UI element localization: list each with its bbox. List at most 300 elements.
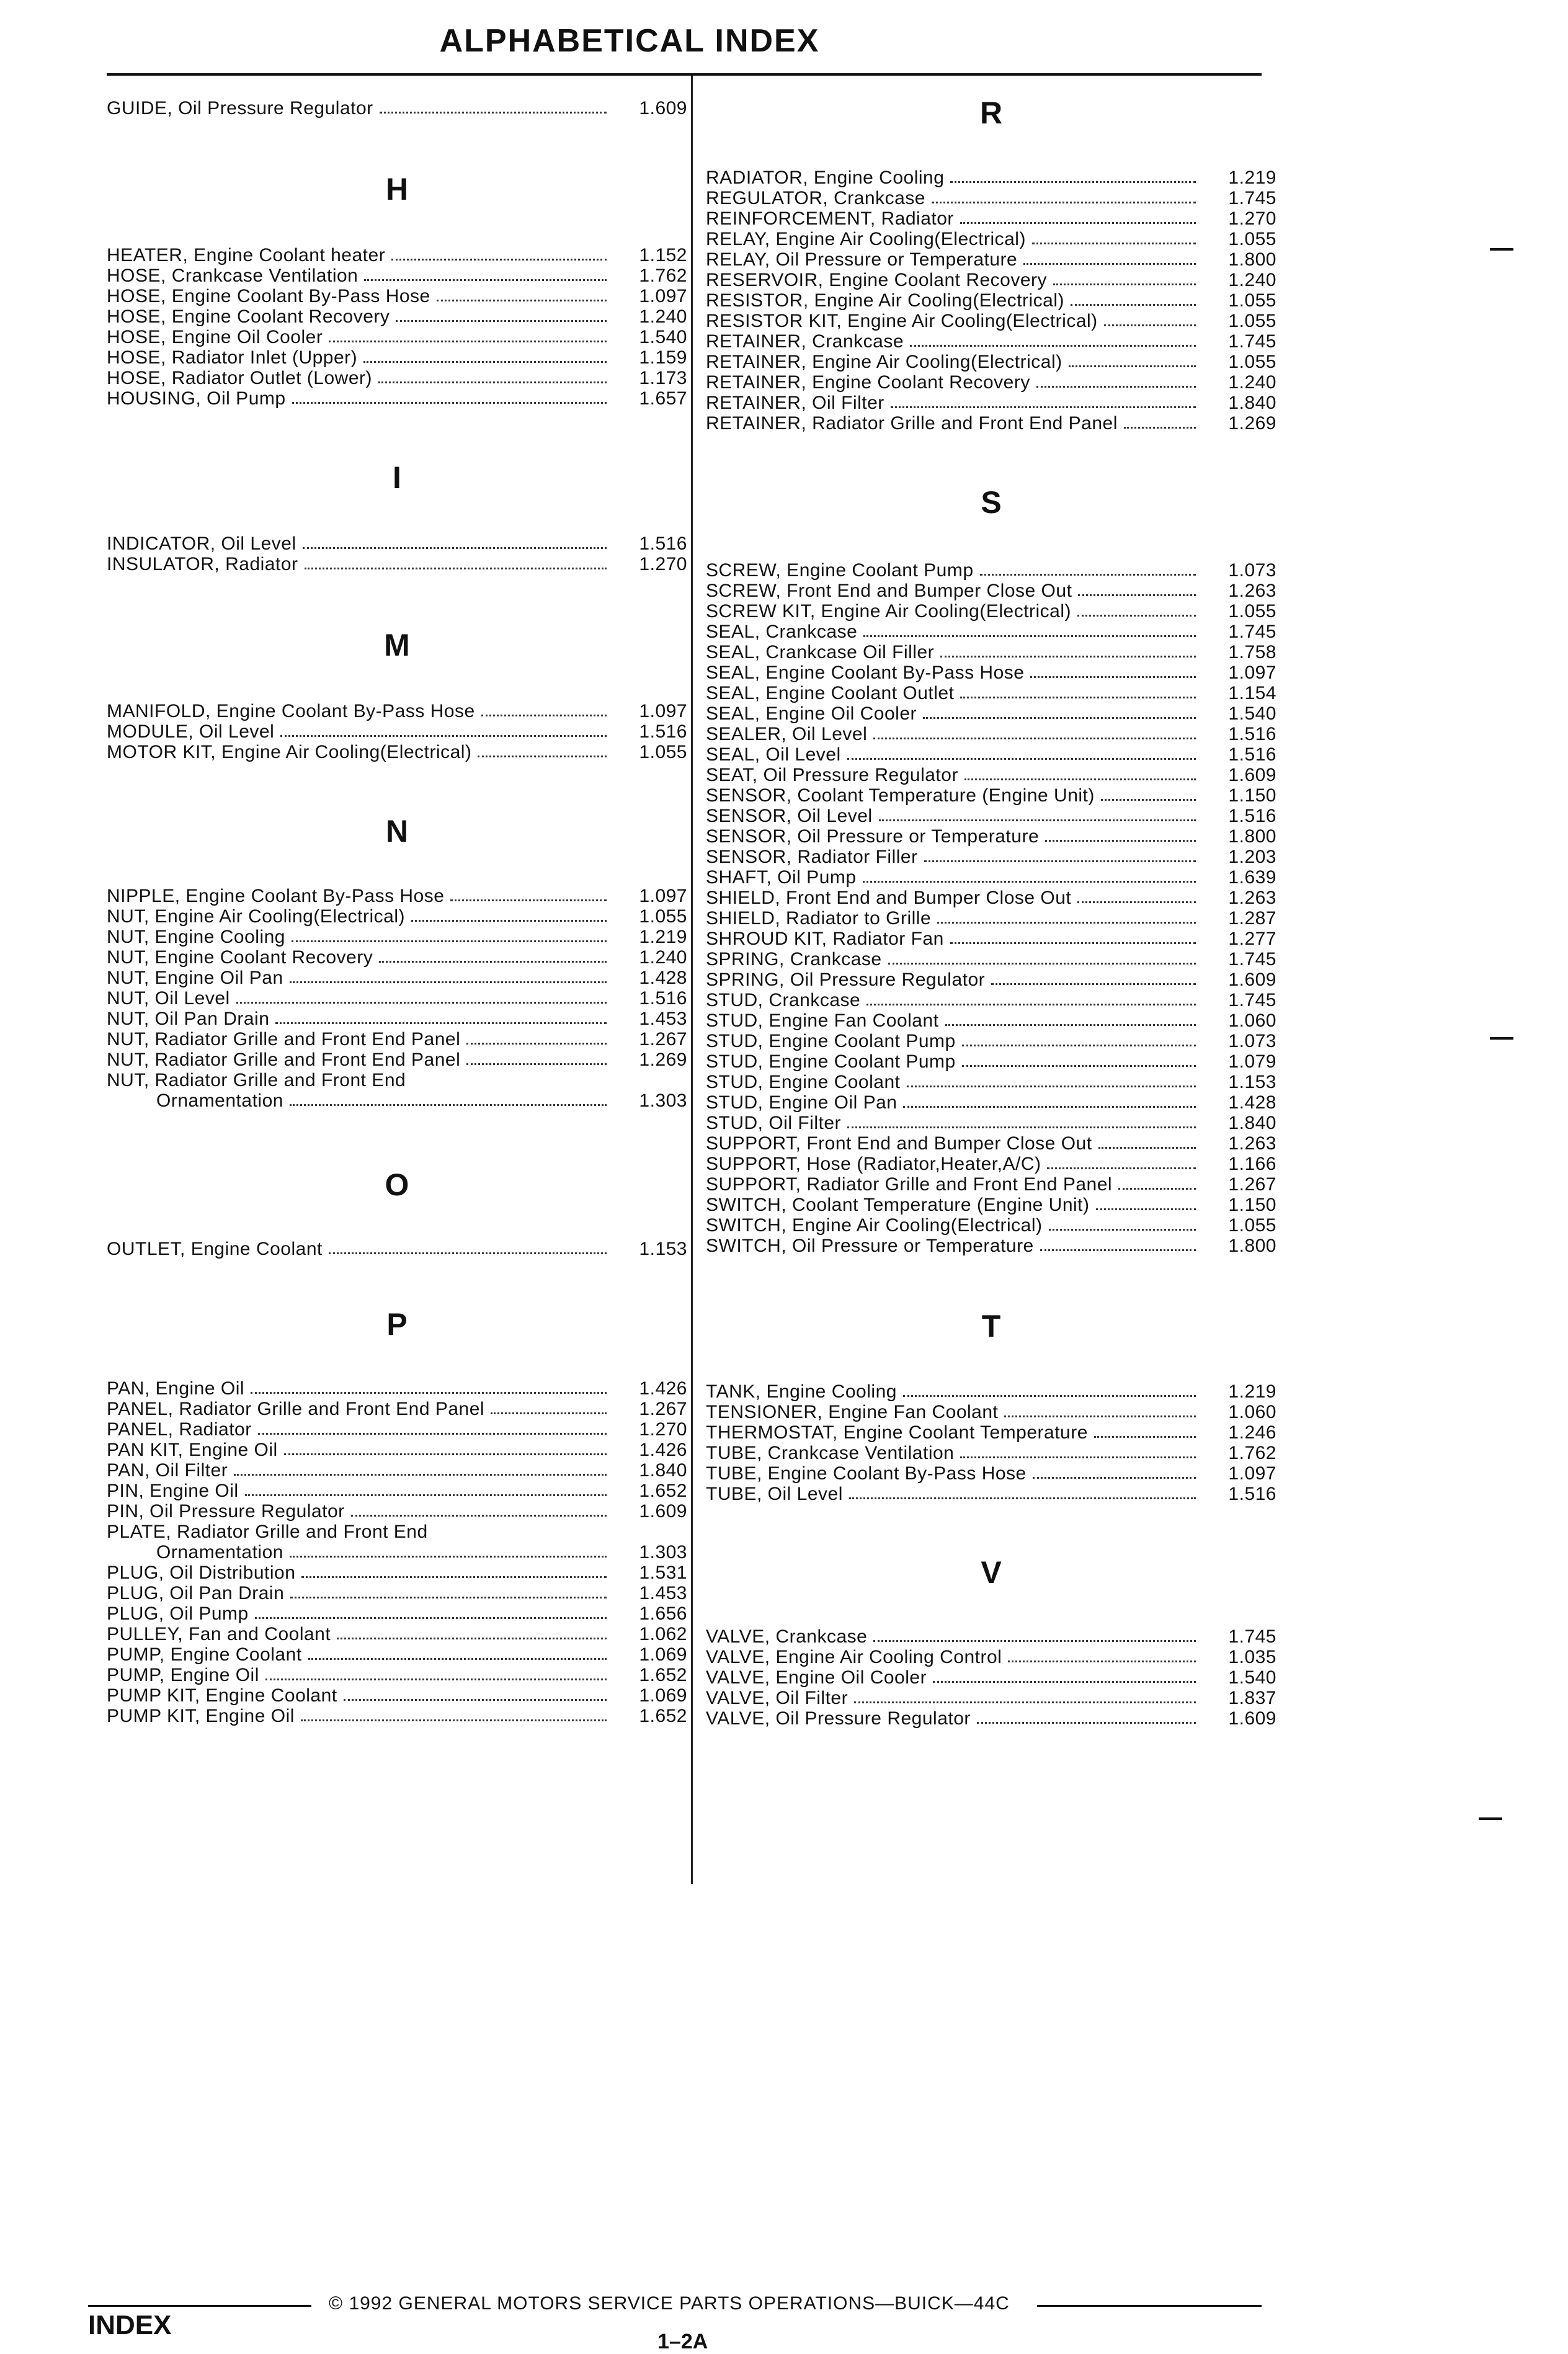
dot-leader [305, 568, 607, 569]
dot-leader [363, 361, 607, 363]
dot-leader [478, 756, 607, 757]
entry-name: RESISTOR, Engine Air Cooling(Electrical) [706, 290, 1064, 311]
entry-name: SUPPORT, Radiator Grille and Front End Panel [706, 1174, 1113, 1195]
dot-leader [847, 758, 1196, 760]
entry-name: STUD, Engine Coolant Pump [706, 1031, 956, 1051]
index-entry [706, 560, 1276, 581]
index-entry [706, 372, 1276, 393]
entry-name: PANEL, Radiator Grille and Front End Panel [107, 1399, 485, 1419]
dot-leader [1008, 1661, 1196, 1662]
index-entry [107, 1624, 687, 1644]
dot-leader [450, 899, 607, 901]
dot-leader [234, 1474, 607, 1476]
entry-name: RADIATOR, Engine Cooling [706, 167, 945, 188]
entry-page-number: 1.745 [1228, 622, 1276, 642]
index-entry [706, 249, 1276, 270]
index-entry [706, 581, 1276, 601]
entry-name: HOSE, Radiator Outlet (Lower) [107, 368, 372, 388]
entry-name: HOSE, Crankcase Ventilation [107, 265, 359, 286]
entry-name: PUMP KIT, Engine Coolant [107, 1685, 337, 1706]
index-entry [706, 970, 1276, 990]
index-entry [107, 1706, 687, 1726]
index-entry [107, 742, 687, 762]
dot-leader [1077, 615, 1196, 617]
entry-name: RETAINER, Engine Air Cooling(Electrical) [706, 352, 1062, 372]
dot-leader [873, 738, 1196, 739]
index-entry [706, 1133, 1276, 1154]
entry-name: VALVE, Crankcase [706, 1626, 868, 1647]
index-entry [706, 1010, 1276, 1031]
entry-name: PUMP KIT, Engine Oil [107, 1706, 295, 1726]
dot-leader [854, 1701, 1196, 1703]
index-section [706, 560, 1276, 1256]
entry-page-number: 1.173 [639, 368, 687, 388]
index-entry [706, 1215, 1276, 1236]
entry-page-number: 1.840 [639, 1460, 687, 1481]
entry-name: SEAT, Oil Pressure Regulator [706, 765, 958, 785]
entry-page-number: 1.069 [639, 1685, 687, 1706]
entry-name: MODULE, Oil Level [107, 721, 275, 742]
entry-page-number: 1.153 [1228, 1072, 1276, 1092]
entry-page-number: 1.303 [639, 1090, 687, 1111]
entry-page-number: 1.840 [1228, 393, 1276, 413]
dot-leader [950, 181, 1196, 183]
index-entry [706, 1113, 1276, 1133]
entry-page-number: 1.426 [639, 1440, 687, 1460]
index-entry [107, 1522, 687, 1542]
index-entry [706, 352, 1276, 372]
dot-leader [1040, 1249, 1196, 1251]
index-entry [706, 1443, 1276, 1463]
dot-leader [255, 1617, 607, 1619]
entry-name: SWITCH, Oil Pressure or Temperature [706, 1236, 1034, 1256]
entry-page-number: 1.055 [1228, 311, 1276, 331]
dot-leader [245, 1494, 607, 1496]
entry-name: SHROUD KIT, Radiator Fan [706, 929, 944, 949]
entry-name: HOSE, Engine Coolant Recovery [107, 306, 390, 327]
dot-leader [380, 112, 607, 114]
entry-name: SCREW KIT, Engine Air Cooling(Electrical) [706, 601, 1072, 622]
entry-name: HOSE, Engine Coolant By-Pass Hose [107, 286, 430, 306]
entry-name: PLUG, Oil Pump [107, 1603, 249, 1624]
index-entry [706, 1626, 1276, 1647]
entry-name: PLUG, Oil Pan Drain [107, 1583, 285, 1603]
entry-page-number: 1.800 [1228, 826, 1276, 847]
entry-page-number: 1.097 [639, 701, 687, 721]
dot-leader [1049, 1229, 1196, 1231]
entry-page-number: 1.540 [1228, 1667, 1276, 1688]
entry-name: SUPPORT, Hose (Radiator,Heater,A/C) [706, 1154, 1041, 1174]
entry-page-number: 1.837 [1228, 1688, 1276, 1708]
index-entry [706, 208, 1276, 229]
entry-name: OUTLET, Engine Coolant [107, 1239, 323, 1259]
entry-name: HOSE, Radiator Inlet (Upper) [107, 347, 358, 368]
entry-page-number: 1.203 [1228, 847, 1276, 867]
entry-page-number: 1.428 [1228, 1092, 1276, 1113]
index-entry [706, 949, 1276, 970]
index-entry [706, 744, 1276, 765]
entry-name: STUD, Engine Oil Pan [706, 1092, 898, 1113]
dot-leader [290, 1556, 607, 1558]
dot-leader [1096, 1208, 1196, 1210]
entry-page-number: 1.609 [639, 98, 687, 118]
entry-page-number: 1.240 [639, 947, 687, 968]
index-entry [706, 1463, 1276, 1484]
dot-leader [1030, 676, 1196, 678]
index-entry [107, 701, 687, 721]
index-entry [706, 867, 1276, 888]
entry-name: TUBE, Crankcase Ventilation [706, 1443, 955, 1463]
index-entry [706, 826, 1276, 847]
entry-name: Ornamentation [156, 1542, 283, 1563]
margin-mark [1479, 1817, 1502, 1820]
entry-page-number: 1.540 [639, 327, 687, 347]
index-entry [706, 1092, 1276, 1113]
entry-name: PLUG, Oil Distribution [107, 1563, 296, 1583]
dot-leader [301, 1719, 607, 1721]
entry-page-number: 1.656 [639, 1603, 687, 1624]
dot-leader [873, 1640, 1196, 1642]
dot-leader [1047, 1167, 1196, 1169]
index-entry [706, 413, 1276, 434]
index-entry [107, 1009, 687, 1029]
dot-leader [945, 1024, 1196, 1026]
entry-page-number: 1.152 [639, 245, 687, 265]
entry-name: Ornamentation [156, 1090, 283, 1111]
entry-page-number: 1.150 [1228, 785, 1276, 806]
dot-leader [924, 860, 1196, 862]
entry-page-number: 1.240 [1228, 372, 1276, 393]
index-entry [107, 1029, 687, 1050]
entry-name: STUD, Crankcase [706, 990, 861, 1010]
dot-leader [1094, 1436, 1196, 1438]
index-entry [107, 1440, 687, 1460]
index-section [107, 245, 687, 409]
entry-page-number: 1.097 [1228, 1463, 1276, 1484]
dot-leader [290, 981, 607, 983]
entry-page-number: 1.263 [1228, 1133, 1276, 1154]
index-entry [706, 642, 1276, 662]
index-entry [107, 98, 687, 118]
index-entry [706, 765, 1276, 785]
entry-name: SCREW, Engine Coolant Pump [706, 560, 974, 581]
entry-name: RETAINER, Oil Filter [706, 393, 884, 413]
entry-name: HOUSING, Oil Pump [107, 388, 286, 409]
index-entry [107, 1239, 687, 1259]
entry-name: NUT, Radiator Grille and Front End Panel [107, 1029, 461, 1050]
index-entry [706, 1381, 1276, 1402]
entry-name: SEAL, Engine Oil Cooler [706, 703, 917, 724]
entry-page-number: 1.055 [639, 906, 687, 927]
dot-leader [379, 961, 607, 963]
entry-name: SHIELD, Radiator to Grille [706, 908, 932, 929]
index-entry [107, 388, 687, 409]
entry-name: SPRING, Oil Pressure Regulator [706, 970, 986, 990]
dot-leader [847, 1126, 1196, 1128]
index-entry [107, 1460, 687, 1481]
entry-name: TUBE, Oil Level [706, 1484, 843, 1504]
dot-leader [378, 381, 607, 383]
entry-name: SENSOR, Radiator Filler [706, 847, 918, 867]
entry-page-number: 1.303 [639, 1542, 687, 1563]
entry-page-number: 1.516 [1228, 806, 1276, 826]
dot-leader [337, 1638, 607, 1639]
dot-leader [962, 1065, 1196, 1067]
index-entry [706, 622, 1276, 642]
index-entry [107, 1419, 687, 1440]
dot-leader [437, 300, 607, 301]
entry-name: PLATE, Radiator Grille and Front End [107, 1522, 428, 1542]
index-entry [706, 601, 1276, 622]
index-entry [706, 311, 1276, 331]
index-entry [107, 1644, 687, 1665]
entry-page-number: 1.652 [639, 1665, 687, 1685]
entry-page-number: 1.762 [639, 265, 687, 286]
entry-name: PAN, Engine Oil [107, 1378, 245, 1399]
entry-name: PUMP, Engine Oil [107, 1665, 259, 1685]
dot-leader [964, 778, 1196, 780]
entry-page-number: 1.069 [639, 1644, 687, 1665]
entry-name: PAN, Oil Filter [107, 1460, 228, 1481]
index-entry [107, 1399, 687, 1419]
entry-name: SENSOR, Coolant Temperature (Engine Unit) [706, 785, 1095, 806]
entry-page-number: 1.055 [1228, 1215, 1276, 1236]
entry-page-number: 1.745 [1228, 1626, 1276, 1647]
dot-leader [1032, 243, 1196, 244]
entry-page-number: 1.531 [639, 1563, 687, 1583]
entry-page-number: 1.219 [639, 927, 687, 947]
entry-page-number: 1.055 [1228, 352, 1276, 372]
entry-page-number: 1.153 [639, 1239, 687, 1259]
dot-leader [940, 656, 1196, 658]
entry-name: SENSOR, Oil Pressure or Temperature [706, 826, 1040, 847]
dot-leader [1004, 1416, 1196, 1417]
entry-page-number: 1.453 [639, 1009, 687, 1029]
index-section [107, 1378, 687, 1726]
entry-page-number: 1.263 [1228, 888, 1276, 908]
dot-leader [1053, 283, 1196, 285]
entry-name: SENSOR, Oil Level [706, 806, 873, 826]
entry-name: RELAY, Oil Pressure or Temperature [706, 249, 1018, 270]
dot-leader [1098, 1147, 1196, 1149]
entry-page-number: 1.055 [1228, 229, 1276, 249]
dot-leader [923, 717, 1196, 719]
entry-page-number: 1.426 [639, 1378, 687, 1399]
column-divider [691, 76, 693, 1884]
dot-leader [491, 1412, 607, 1414]
footer-page-number: 1–2A [657, 2330, 708, 2353]
index-entry [706, 683, 1276, 703]
dot-leader [466, 1063, 607, 1065]
entry-page-number: 1.073 [1228, 560, 1276, 581]
entry-name: SEAL, Engine Coolant Outlet [706, 683, 955, 703]
index-entry [107, 721, 687, 742]
entry-page-number: 1.060 [1228, 1402, 1276, 1422]
entry-name: PAN KIT, Engine Oil [107, 1440, 278, 1460]
entry-page-number: 1.240 [1228, 270, 1276, 290]
index-entry [107, 1583, 687, 1603]
index-entry [706, 888, 1276, 908]
index-entry [706, 1422, 1276, 1443]
entry-page-number: 1.055 [1228, 601, 1276, 622]
entry-name: STUD, Oil Filter [706, 1113, 841, 1133]
dot-leader [849, 1497, 1196, 1499]
dot-leader [280, 735, 607, 737]
footer-copyright: © 1992 GENERAL MOTORS SERVICE PARTS OPERATIONS—BUICK—44C [329, 2293, 1010, 2314]
dot-leader [903, 1106, 1196, 1108]
dot-leader [1023, 263, 1196, 265]
index-entry [107, 968, 687, 988]
entry-name: MANIFOLD, Engine Coolant By-Pass Hose [107, 701, 475, 721]
entry-name: NUT, Engine Cooling [107, 927, 285, 947]
entry-page-number: 1.267 [1228, 1174, 1276, 1195]
entry-page-number: 1.079 [1228, 1051, 1276, 1072]
dot-leader [1033, 1477, 1196, 1479]
dot-leader [1045, 840, 1196, 842]
index-entry [107, 1378, 687, 1399]
footer-rule-left [88, 2305, 311, 2307]
entry-name: NUT, Oil Level [107, 988, 230, 1009]
index-section [706, 167, 1276, 434]
index-entry [706, 1667, 1276, 1688]
dot-leader [303, 547, 607, 549]
footer-rule-right [1037, 2305, 1262, 2307]
index-entry [706, 703, 1276, 724]
dot-leader [396, 320, 607, 322]
dot-leader [290, 1597, 607, 1598]
index-entry [706, 393, 1276, 413]
entry-name: SPRING, Crankcase [706, 949, 882, 970]
dot-leader [1069, 365, 1196, 367]
section-letter: M [384, 628, 410, 662]
entry-name: RETAINER, Crankcase [706, 331, 904, 352]
dot-leader [411, 920, 607, 922]
entry-name: STUD, Engine Fan Coolant [706, 1010, 939, 1031]
entry-name: SUPPORT, Front End and Bumper Close Out [706, 1133, 1092, 1154]
entry-page-number: 1.060 [1228, 1010, 1276, 1031]
entry-name: REGULATOR, Crankcase [706, 188, 925, 208]
dot-leader [888, 963, 1196, 965]
dot-leader [1071, 304, 1196, 306]
index-entry [706, 1195, 1276, 1215]
entry-page-number: 1.652 [639, 1481, 687, 1501]
dot-leader [891, 406, 1196, 408]
index-entry [706, 724, 1276, 744]
entry-page-number: 1.516 [1228, 744, 1276, 765]
entry-name: PIN, Oil Pressure Regulator [107, 1501, 345, 1522]
index-entry [706, 847, 1276, 867]
entry-page-number: 1.516 [639, 988, 687, 1009]
entry-page-number: 1.516 [639, 721, 687, 742]
entry-name: NUT, Engine Oil Pan [107, 968, 283, 988]
entry-page-number: 1.055 [639, 742, 687, 762]
entry-name: SWITCH, Coolant Temperature (Engine Unit) [706, 1195, 1090, 1215]
index-entry [706, 1031, 1276, 1051]
index-entry [706, 1072, 1276, 1092]
entry-page-number: 1.609 [1228, 970, 1276, 990]
index-entry [107, 286, 687, 306]
header-rule [107, 73, 1262, 76]
entry-page-number: 1.745 [1228, 188, 1276, 208]
index-section [107, 98, 687, 118]
dot-leader [301, 1576, 607, 1578]
entry-name: SHIELD, Front End and Bumper Close Out [706, 888, 1072, 908]
entry-page-number: 1.154 [1228, 683, 1276, 703]
index-entry [107, 1070, 687, 1090]
entry-name: INDICATOR, Oil Level [107, 533, 296, 554]
dot-leader [481, 715, 607, 716]
entry-page-number: 1.270 [639, 1419, 687, 1440]
entry-page-number: 1.270 [1228, 208, 1276, 229]
entry-page-number: 1.428 [639, 968, 687, 988]
dot-leader [1078, 594, 1196, 596]
index-entry [107, 327, 687, 347]
entry-name: TUBE, Engine Coolant By-Pass Hose [706, 1463, 1027, 1484]
entry-name: STUD, Engine Coolant [706, 1072, 901, 1092]
dot-leader [863, 635, 1196, 637]
dot-leader [364, 279, 607, 281]
index-entry [107, 988, 687, 1009]
index-section [107, 701, 687, 762]
dot-leader [284, 1453, 607, 1455]
entry-name: TENSIONER, Engine Fan Coolant [706, 1402, 999, 1422]
entry-page-number: 1.267 [639, 1029, 687, 1050]
entry-page-number: 1.097 [639, 886, 687, 906]
dot-leader [258, 1433, 607, 1435]
entry-name: SEALER, Oil Level [706, 724, 868, 744]
index-entry [107, 1665, 687, 1685]
entry-name: MOTOR KIT, Engine Air Cooling(Electrical) [107, 742, 472, 762]
dot-leader [907, 1086, 1196, 1087]
section-letter: S [981, 485, 1002, 520]
dot-leader [1077, 901, 1196, 903]
entry-name: NUT, Engine Air Cooling(Electrical) [107, 906, 406, 927]
entry-page-number: 1.240 [639, 306, 687, 327]
dot-leader [903, 1395, 1196, 1397]
dot-leader [960, 697, 1196, 698]
entry-page-number: 1.840 [1228, 1113, 1276, 1133]
entry-page-number: 1.073 [1228, 1031, 1276, 1051]
index-entry [107, 927, 687, 947]
footer-section-label: INDEX [88, 2310, 172, 2340]
entry-name: HEATER, Engine Coolant heater [107, 245, 386, 265]
entry-page-number: 1.745 [1228, 990, 1276, 1010]
entry-name: PUMP, Engine Coolant [107, 1644, 302, 1665]
entry-name: NUT, Radiator Grille and Front End Panel [107, 1050, 461, 1070]
index-entry [706, 167, 1276, 188]
entry-name: INSULATOR, Radiator [107, 554, 298, 574]
entry-page-number: 1.267 [639, 1399, 687, 1419]
dot-leader [344, 1699, 607, 1701]
index-entry [107, 886, 687, 906]
index-entry [107, 906, 687, 927]
dot-leader [910, 345, 1196, 347]
entry-name: RETAINER, Engine Coolant Recovery [706, 372, 1030, 393]
entry-page-number: 1.287 [1228, 908, 1276, 929]
entry-name: TANK, Engine Cooling [706, 1381, 897, 1402]
entry-name: RESERVOIR, Engine Coolant Recovery [706, 270, 1048, 290]
entry-page-number: 1.277 [1228, 929, 1276, 949]
entry-name: SWITCH, Engine Air Cooling(Electrical) [706, 1215, 1043, 1236]
index-entry [706, 1236, 1276, 1256]
dot-leader [466, 1043, 607, 1045]
entry-page-number: 1.516 [1228, 1484, 1276, 1504]
dot-leader [1036, 386, 1196, 388]
index-entry [706, 290, 1276, 311]
index-entry [107, 533, 687, 554]
entry-page-number: 1.263 [1228, 581, 1276, 601]
index-entry [107, 265, 687, 286]
